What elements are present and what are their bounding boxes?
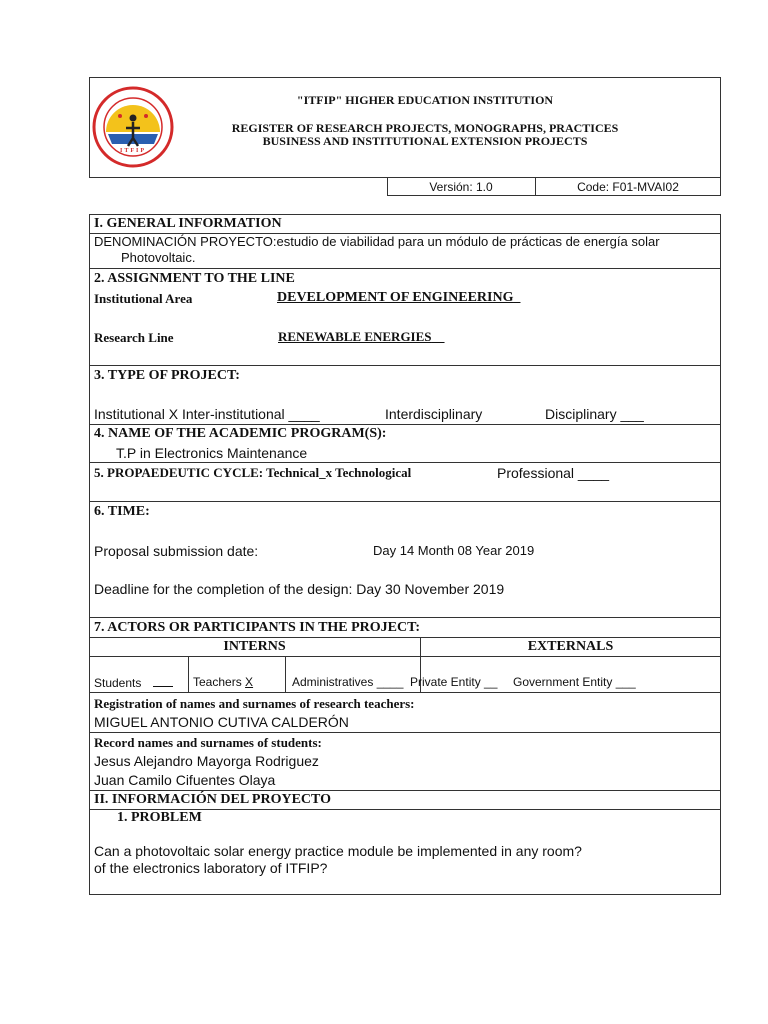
student-name-2: Juan Camilo Cifuentes Olaya (94, 772, 276, 788)
submission-date-value: Day 14 Month 08 Year 2019 (373, 543, 535, 558)
teacher-name: MIGUEL ANTONIO CUTIVA CALDERÓN (94, 714, 349, 730)
research-line-text: RENEWABLE ENERGIES (278, 329, 432, 344)
students-label: Students (94, 676, 142, 690)
institution-logo (92, 86, 174, 168)
divider (89, 617, 721, 618)
divider (89, 424, 721, 425)
problem-question-2: of the electronics laboratory of ITFIP? (94, 860, 328, 876)
register-line-2: BUSINESS AND INSTITUTIONAL EXTENSION PROJECTS (262, 134, 588, 148)
problem-title: 1. PROBLEM (117, 810, 202, 825)
section-time-title: 6. TIME: (94, 504, 150, 519)
divider (89, 692, 721, 693)
students-registration-title: Record names and surnames of students: (94, 735, 322, 750)
participant-administratives: Administratives ____ (292, 675, 404, 689)
teachers-mark: X (245, 675, 254, 689)
section-general-info-title: I. GENERAL INFORMATION (94, 216, 282, 231)
teachers-label: Teachers (193, 675, 242, 689)
type-institutional: Institutional X Inter-institutional ____ (94, 406, 320, 422)
register-line-1: REGISTER OF RESEARCH PROJECTS, MONOGRAPHS, PRACTICES (231, 121, 619, 135)
teachers-registration-title: Registration of names and surnames of research teachers: (94, 696, 415, 711)
research-line-value (278, 329, 445, 345)
cycle-professional: Professional ____ (497, 465, 610, 481)
type-interdisciplinary: Interdisciplinary (385, 406, 483, 422)
program-name: T.P in Electronics Maintenance (116, 445, 308, 461)
institutional-area-value (277, 290, 520, 306)
section-program-title: 4. NAME OF THE ACADEMIC PROGRAM(S): (94, 426, 387, 441)
project-denomination-cont: Photovoltaic. (121, 250, 196, 265)
divider (89, 732, 721, 733)
divider (89, 501, 721, 502)
student-name-1: Jesus Alejandro Mayorga Rodriguez (94, 753, 319, 769)
project-denomination: DENOMINACIÓN PROYECTO:estudio de viabilidad para un módulo de prácticas de energía solar (94, 234, 660, 249)
participant-teachers (193, 675, 256, 689)
problem-question-1: Can a photovoltaic solar energy practice module be implemented in any room? (94, 843, 582, 859)
institutional-area-text: DEVELOPMENT OF ENGINEERING (277, 290, 514, 305)
section-actors-title: 7. ACTORS OR PARTICIPANTS IN THE PROJECT: (94, 620, 421, 635)
code-label: Code: F01-MVAI02 (577, 180, 679, 194)
logo-text-bottom: ITFIP (119, 148, 146, 154)
version-label: Versión: 1.0 (429, 180, 493, 194)
section-cycle-title: 5. PROPAEDEUTIC CYCLE: Technical_x Technological (94, 465, 412, 480)
section-type-title: 3. TYPE OF PROJECT: (94, 368, 240, 383)
divider (89, 365, 721, 366)
divider (89, 268, 721, 269)
cell-divider (188, 656, 189, 692)
participant-students (94, 675, 173, 690)
participant-private-entity: Private Entity __ (410, 675, 498, 689)
interns-header: INTERNS (223, 639, 286, 654)
type-disciplinary: Disciplinary ___ (545, 406, 644, 422)
section-assignment-title: 2. ASSIGNMENT TO THE LINE (94, 271, 295, 286)
participant-government-entity: Government Entity ___ (513, 675, 636, 689)
design-deadline: Deadline for the completion of the design: Day 30 November 2019 (94, 581, 505, 597)
research-line-label: Research Line (94, 330, 174, 345)
institutional-area-label: Institutional Area (94, 291, 193, 306)
divider (89, 637, 721, 638)
divider (89, 790, 721, 791)
section-project-info-title: II. INFORMACIÓN DEL PROYECTO (94, 792, 331, 807)
divider (89, 462, 721, 463)
institution-title: "ITFIP" HIGHER EDUCATION INSTITUTION (296, 93, 554, 107)
submission-date-label: Proposal submission date: (94, 543, 259, 559)
divider (89, 656, 721, 657)
externals-header: EXTERNALS (527, 639, 614, 654)
cell-divider (285, 656, 286, 692)
